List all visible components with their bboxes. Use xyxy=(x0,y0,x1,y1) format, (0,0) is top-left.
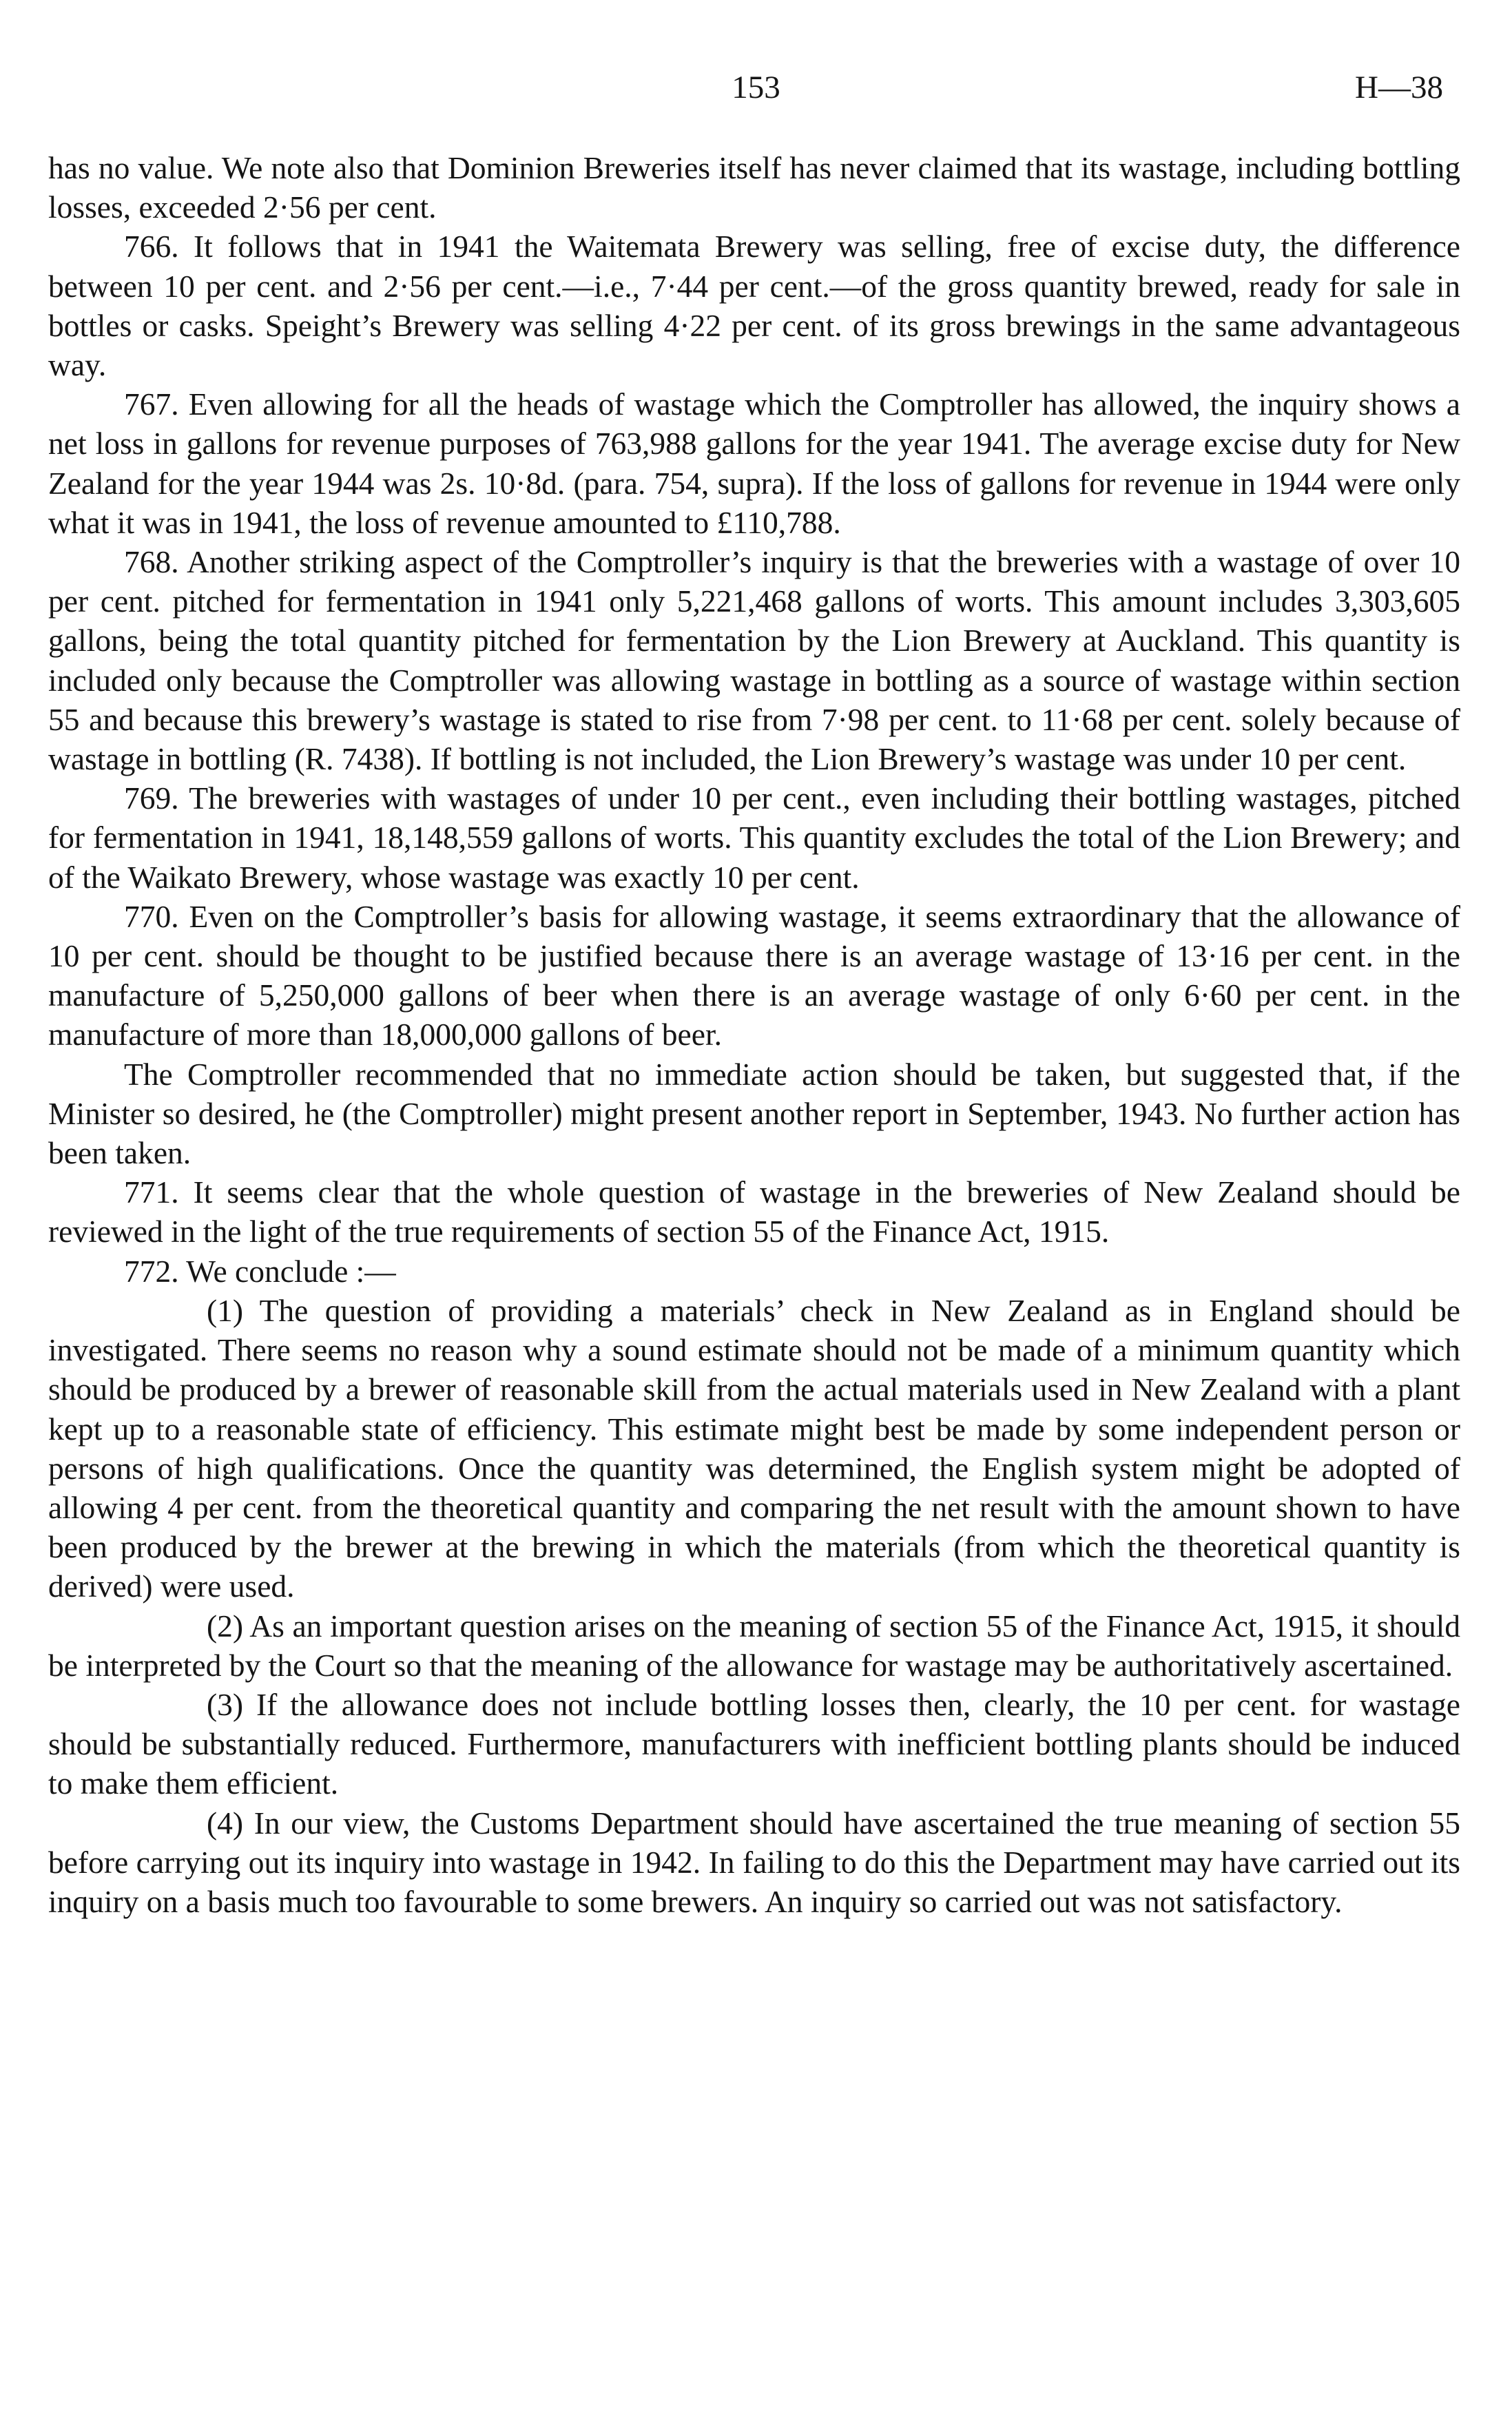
paragraph-769: 769. The breweries with wastages of under 10 per cent., even including their bottling wastages, pitched for fermentation in 1941, 18,148,559 gallons of worts. This quantity excludes the total of the Lion Brewery; and of the Waikato Brewery, whose wastage was exactly 10 per cent. xyxy=(48,780,1460,895)
conclusion-1: (1) The question of providing a materials’ check in New Zealand as in England should be investigated. There seems no reason why a sound estimate should not be made of a minimum quantity which should be produced by a brewer of reasonable skill from the actual materials used in New Zealand with a plant kept up to a reasonable state of efficiency. This estimate might best be made by some independent person or persons of high qualifications. Once the quantity was determined, the English system might be adopted of allowing 4 per cent. from the theoretical quantity and comparing the net result with the amount shown to have been produced by the brewer at the brewing in which the materials (from which the theoretical quantity is derived) were used. xyxy=(48,1292,1460,1604)
document-code: H—38 xyxy=(1355,70,1443,105)
paragraph-770-continued: The Comptroller recommended that no immediate action should be taken, but suggested that, if the Minister so desired, he (the Comptroller) might present another report in September, 1943. No further action has been taken. xyxy=(48,1056,1460,1171)
paragraph-767: 767. Even allowing for all the heads of wastage which the Comptroller has allowed, the inquiry shows a net loss in gallons for revenue purposes of 763,988 gallons for the year 1941. The average excise duty for New Zealand for the year 1944 was 2s. 10·8d. (para. 754, supra). If the loss of gallons for revenue in 1944 were only what it was in 1941, the loss of revenue amounted to £110,788. xyxy=(48,386,1460,540)
paragraph-768: 768. Another striking aspect of the Comptroller’s inquiry is that the breweries with a wastage of over 10 per cent. pitched for fermentation in 1941 only 5,221,468 gallons of worts. This amount includes 3,303,605 gallons, being the total quantity pitched for fermentation by the Lion Brewery at Auckland. This quantity is included only because the Comptroller was allowing wastage in bottling as a source of wastage within section 55 and because this brewery’s wastage is stated to rise from 7·98 per cent. to 11·68 per cent. solely because of wastage in bottling (R. 7438). If bottling is not included, the Lion Brewery’s wastage was under 10 per cent. xyxy=(48,544,1460,777)
paragraph-770: 770. Even on the Comptroller’s basis for allowing wastage, it seems extraordinary that the allowance of 10 per cent. should be thought to be justified because there is an average wastage of 13·16 per cent. in the manufacture of 5,250,000 gallons of beer when there is an average wastage of only 6·60 per cent. in the manufacture of more than 18,000,000 gallons of beer. xyxy=(48,898,1460,1053)
conclusion-2: (2) As an important question arises on the meaning of section 55 of the Finance Act, 1915, it should be interpreted by the Court so that the meaning of the allowance for wastage may be authoritatively ascertained. xyxy=(48,1608,1460,1683)
paragraph-771: 771. It seems clear that the whole question of wastage in the breweries of New Zealand should be reviewed in the light of the true requirements of section 55 of the Finance Act, 1915. xyxy=(48,1174,1460,1250)
page-number: 153 xyxy=(732,70,780,105)
paragraph-continuation: has no value. We note also that Dominion Breweries itself has never claimed that its wastage, including bottling losses, exceeded 2·56 per cent. xyxy=(48,150,1460,225)
paragraph-766: 766. It follows that in 1941 the Waitemata Brewery was selling, free of excise duty, the difference between 10 per cent. and 2·56 per cent.—i.e., 7·44 per cent.—of the gross quantity brewed, ready for sale in bottles or casks. Speight’s Brewery was selling 4·22 per cent. of its gross brewings in the same advantageous way. xyxy=(48,229,1460,383)
page-header xyxy=(48,69,1464,117)
conclusion-3: (3) If the allowance does not include bottling losses then, clearly, the 10 per cent. for wastage should be substantially reduced. Furthermore, manufacturers with inefficient bottling plants should be induced to make them efficient. xyxy=(48,1686,1460,1801)
paragraph-772: 772. We conclude :— xyxy=(124,1253,396,1289)
document-body xyxy=(48,148,1460,1921)
conclusion-4: (4) In our view, the Customs Department should have ascertained the true meaning of section 55 before carrying out its inquiry into wastage in 1942. In failing to do this the Department may have carried out its inquiry on a basis much too favourable to some brewers. An inquiry so carried out was not satisfactory. xyxy=(48,1805,1460,1919)
